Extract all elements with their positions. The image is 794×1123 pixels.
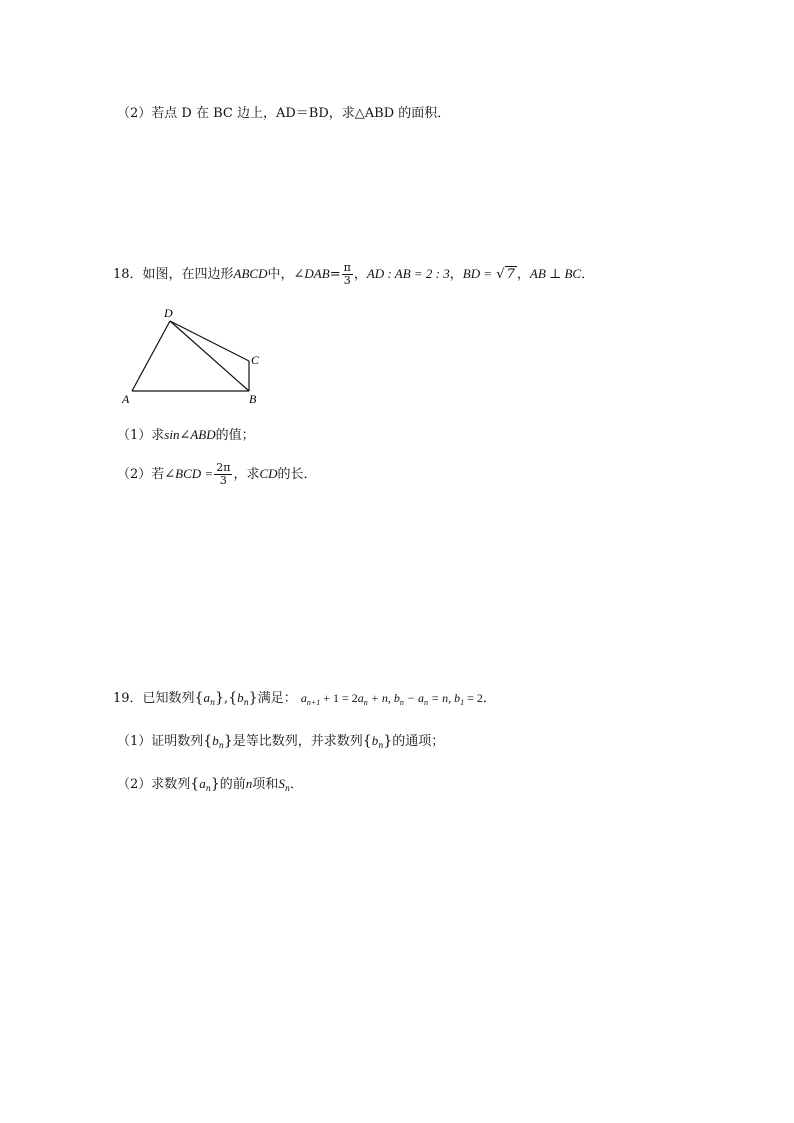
ratio-expr: AD : AB = 2 : 3 bbox=[366, 266, 450, 281]
q19-part2: （2）求数列$\{a_n\}$的前n项和$S_n$． bbox=[117, 776, 303, 793]
edge-dc bbox=[170, 321, 249, 361]
label-b: B bbox=[249, 392, 257, 406]
sin-abd: sin∠ABD bbox=[164, 427, 216, 442]
label-c: C bbox=[251, 353, 260, 367]
fraction-pi-3: $\frac{\pi}{3}$ bbox=[343, 261, 351, 287]
sqrt-7: √ 7 bbox=[496, 267, 515, 282]
q18-stem: 18．如图，在四边形ABCD中，∠DAB= $\frac{\pi}{3}$ ，AD : AB = 2 : 3，BD = √ 7 ，AB ⊥ BC． bbox=[113, 261, 595, 287]
diagonal-db bbox=[170, 321, 249, 391]
fraction-2pi-3: $\frac{2\pi}{3}$ bbox=[216, 461, 231, 487]
label-d: D bbox=[164, 306, 173, 320]
quadrilateral-figure bbox=[118, 302, 278, 412]
perp-expr: AB ⊥ BC bbox=[529, 266, 582, 281]
bd-expr: BD = bbox=[462, 266, 493, 281]
angle-dab: ∠DAB bbox=[293, 266, 330, 281]
quad-name: ABCD bbox=[233, 266, 268, 281]
q19-stem: 19．已知数列$\{a_n\},\{b_n\}$满足： $a_{n+1} + 1 = 2a_n + n$, $b_n - a_n = n$, $b_1 = 2$． bbox=[113, 690, 496, 707]
segment-cd: CD bbox=[259, 466, 278, 481]
edge-ad bbox=[132, 321, 170, 391]
recurrence-relations: $a_{n+1} + 1 = 2a_n + n$, $b_n - a_n = n$, $b_1 = 2$ bbox=[300, 691, 483, 707]
label-a: A bbox=[122, 392, 130, 406]
q19-part1: （1）证明数列$\{b_n\}$是等比数列，并求数列$\{b_n\}$的通项； bbox=[117, 733, 445, 750]
q17-part2: （2）若点 D 在 BC 边上，AD＝BD，求△ABD 的面积． bbox=[117, 106, 451, 121]
angle-bcd: ∠BCD = bbox=[164, 466, 214, 481]
q18-part1: （1）求sin∠ABD的值； bbox=[117, 427, 255, 443]
q18-part2: （2）若∠BCD = $\frac{2\pi}{3}$ ，求CD的长． bbox=[117, 461, 317, 487]
